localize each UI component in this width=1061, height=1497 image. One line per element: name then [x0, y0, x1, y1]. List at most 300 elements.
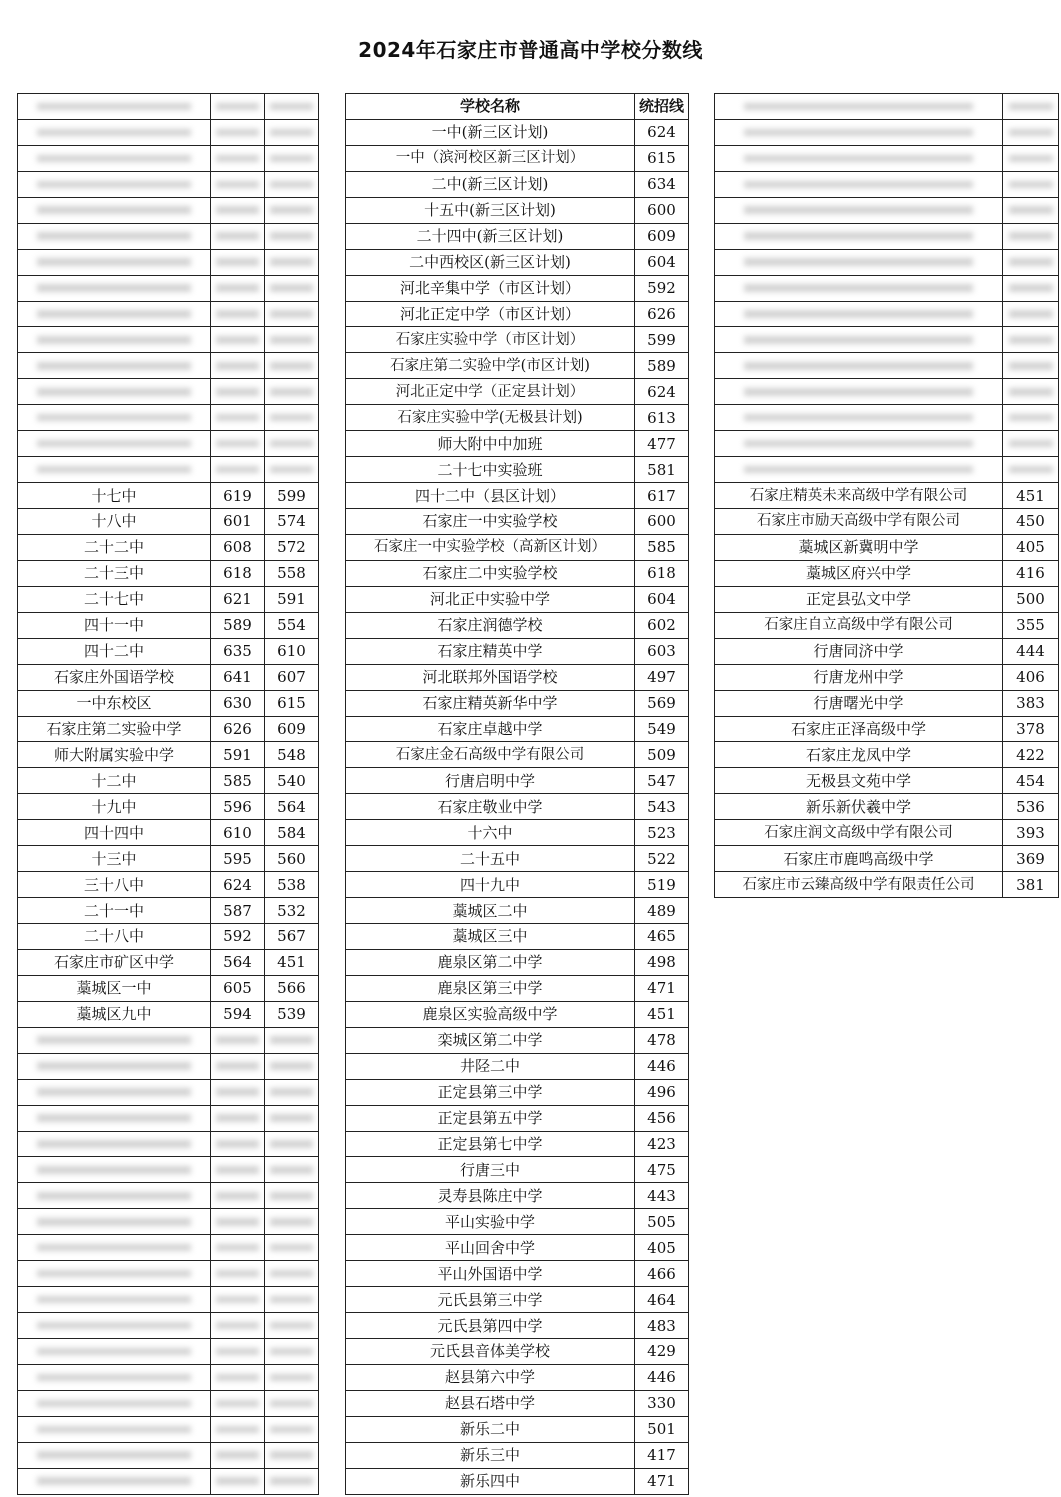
redacted-cell — [211, 1027, 265, 1053]
cutoff-score-cell: 355 — [1003, 612, 1059, 638]
redacted-cell — [211, 171, 265, 197]
redacted-cell — [265, 1364, 319, 1390]
table-row — [715, 690, 1059, 716]
middle-score-table — [345, 93, 689, 1495]
cutoff-score-cell: 603 — [635, 638, 689, 664]
cutoff-score-cell: 464 — [635, 1287, 689, 1313]
school-name-cell: 师大附中中加班 — [346, 431, 635, 457]
school-name-cell: 二十二中 — [18, 534, 211, 560]
school-name-cell: 十八中 — [18, 509, 211, 535]
school-name-cell: 河北联邦外国语学校 — [346, 664, 635, 690]
redacted-row — [18, 1313, 319, 1339]
table-row — [346, 1390, 689, 1416]
redacted-row — [715, 171, 1059, 197]
redacted-cell — [265, 379, 319, 405]
table-row — [346, 1105, 689, 1131]
table-row — [715, 716, 1059, 742]
redacted-cell — [265, 171, 319, 197]
school-name-cell: 十二中 — [18, 768, 211, 794]
redacted-row — [715, 379, 1059, 405]
score-cell: 591 — [211, 742, 265, 768]
redacted-row — [715, 197, 1059, 223]
score-cell: 560 — [265, 846, 319, 872]
table-row — [346, 1209, 689, 1235]
school-name-cell: 石家庄第二实验中学(市区计划) — [346, 353, 635, 379]
redacted-cell — [18, 223, 211, 249]
redacted-row — [18, 1157, 319, 1183]
school-name-cell: 师大附属实验中学 — [18, 742, 211, 768]
score-cell: 585 — [211, 768, 265, 794]
cutoff-score-cell: 489 — [635, 898, 689, 924]
table-row — [346, 534, 689, 560]
score-cell: 558 — [265, 560, 319, 586]
table-row — [346, 794, 689, 820]
table-row — [346, 1235, 689, 1261]
cutoff-score-cell: 523 — [635, 820, 689, 846]
school-name-cell: 新乐三中 — [346, 1442, 635, 1468]
redacted-cell — [18, 249, 211, 275]
table-row — [346, 898, 689, 924]
score-cell: 595 — [211, 846, 265, 872]
school-name-cell: 二十一中 — [18, 898, 211, 924]
cutoff-score-cell: 405 — [635, 1235, 689, 1261]
redacted-row — [18, 1105, 319, 1131]
cutoff-score-cell: 471 — [635, 975, 689, 1001]
cutoff-score-cell: 369 — [1003, 846, 1059, 872]
cutoff-score-cell: 615 — [635, 145, 689, 171]
school-name-cell: 二十三中 — [18, 560, 211, 586]
cutoff-score-cell: 599 — [635, 327, 689, 353]
table-row — [346, 949, 689, 975]
table-row — [346, 457, 689, 483]
cutoff-score-cell: 450 — [1003, 509, 1059, 535]
redacted-row — [18, 431, 319, 457]
score-cell: 635 — [211, 638, 265, 664]
score-cell: 532 — [265, 898, 319, 924]
table-row — [18, 794, 319, 820]
redacted-cell — [18, 1079, 211, 1105]
redacted-row — [715, 405, 1059, 431]
cutoff-score-cell: 522 — [635, 846, 689, 872]
table-row — [346, 638, 689, 664]
table-row — [346, 145, 689, 171]
school-name-cell: 元氏县第四中学 — [346, 1313, 635, 1339]
cutoff-score-cell: 471 — [635, 1468, 689, 1494]
redacted-cell — [715, 353, 1003, 379]
table-row — [18, 638, 319, 664]
cutoff-score-cell: 443 — [635, 1183, 689, 1209]
table-row — [18, 820, 319, 846]
score-cell: 610 — [211, 820, 265, 846]
score-cell: 592 — [211, 924, 265, 950]
school-name-cell: 无极县文苑中学 — [715, 768, 1003, 794]
redacted-cell — [18, 171, 211, 197]
cutoff-score-cell: 465 — [635, 924, 689, 950]
redacted-row — [18, 353, 319, 379]
redacted-row — [715, 223, 1059, 249]
cutoff-score-cell: 543 — [635, 794, 689, 820]
cutoff-score-cell: 589 — [635, 353, 689, 379]
school-name-cell: 四十二中（县区计划） — [346, 483, 635, 509]
table-row — [346, 249, 689, 275]
school-name-cell: 二十七中 — [18, 586, 211, 612]
cutoff-score-cell: 581 — [635, 457, 689, 483]
school-name-cell: 藁城区一中 — [18, 975, 211, 1001]
redacted-cell — [1003, 431, 1059, 457]
score-cell: 596 — [211, 794, 265, 820]
redacted-cell — [211, 353, 265, 379]
school-name-cell: 四十四中 — [18, 820, 211, 846]
redacted-cell — [265, 1235, 319, 1261]
redacted-cell — [1003, 94, 1059, 120]
cutoff-score-cell: 406 — [1003, 664, 1059, 690]
table-row — [346, 742, 689, 768]
score-cell: 540 — [265, 768, 319, 794]
redacted-cell — [211, 327, 265, 353]
cutoff-score-cell: 602 — [635, 612, 689, 638]
redacted-cell — [18, 379, 211, 405]
redacted-cell — [18, 1261, 211, 1287]
redacted-row — [715, 249, 1059, 275]
redacted-cell — [715, 145, 1003, 171]
table-row — [346, 846, 689, 872]
table-row — [18, 898, 319, 924]
redacted-row — [18, 379, 319, 405]
redacted-cell — [715, 119, 1003, 145]
table-row — [715, 846, 1059, 872]
redacted-cell — [18, 1468, 211, 1494]
redacted-row — [715, 145, 1059, 171]
cutoff-score-cell: 422 — [1003, 742, 1059, 768]
redacted-row — [18, 1131, 319, 1157]
cutoff-score-cell: 547 — [635, 768, 689, 794]
redacted-cell — [265, 353, 319, 379]
cutoff-score-cell: 405 — [1003, 534, 1059, 560]
school-name-cell: 二十七中实验班 — [346, 457, 635, 483]
redacted-cell — [265, 1261, 319, 1287]
redacted-cell — [211, 1313, 265, 1339]
redacted-cell — [18, 327, 211, 353]
redacted-cell — [211, 301, 265, 327]
cutoff-score-cell: 626 — [635, 301, 689, 327]
cutoff-score-cell: 444 — [1003, 638, 1059, 664]
score-cell: 618 — [211, 560, 265, 586]
school-name-cell: 四十九中 — [346, 872, 635, 898]
redacted-cell — [715, 275, 1003, 301]
redacted-row — [18, 301, 319, 327]
table-row — [715, 586, 1059, 612]
redacted-row — [18, 1416, 319, 1442]
table-row — [346, 1313, 689, 1339]
redacted-cell — [1003, 379, 1059, 405]
school-name-cell: 十六中 — [346, 820, 635, 846]
redacted-row — [18, 1364, 319, 1390]
score-cell: 554 — [265, 612, 319, 638]
school-name-cell: 石家庄卓越中学 — [346, 716, 635, 742]
redacted-cell — [211, 1364, 265, 1390]
school-name-cell: 四十二中 — [18, 638, 211, 664]
school-name-cell: 石家庄第二实验中学 — [18, 716, 211, 742]
school-name-cell: 藁城区新冀明中学 — [715, 534, 1003, 560]
school-name-cell: 新乐新伏羲中学 — [715, 794, 1003, 820]
redacted-cell — [211, 379, 265, 405]
cutoff-score-cell: 536 — [1003, 794, 1059, 820]
school-name-cell: 鹿泉区实验高级中学 — [346, 1001, 635, 1027]
table-row — [18, 1001, 319, 1027]
school-name-cell: 石家庄正泽高级中学 — [715, 716, 1003, 742]
school-name-cell: 平山回舍中学 — [346, 1235, 635, 1261]
redacted-cell — [265, 197, 319, 223]
redacted-cell — [265, 1442, 319, 1468]
redacted-cell — [18, 1105, 211, 1131]
cutoff-score-cell: 600 — [635, 197, 689, 223]
redacted-row — [18, 1053, 319, 1079]
cutoff-score-cell: 498 — [635, 949, 689, 975]
table-row — [346, 690, 689, 716]
table-row — [346, 405, 689, 431]
redacted-row — [715, 94, 1059, 120]
table-row — [346, 1287, 689, 1313]
redacted-cell — [715, 405, 1003, 431]
redacted-row — [18, 1390, 319, 1416]
table-row — [346, 379, 689, 405]
redacted-row — [18, 94, 319, 120]
cutoff-score-cell: 618 — [635, 560, 689, 586]
redacted-cell — [18, 457, 211, 483]
table-row — [346, 1079, 689, 1105]
table-row — [18, 664, 319, 690]
school-name-cell: 石家庄市云臻高级中学有限责任公司 — [715, 872, 1003, 898]
redacted-cell — [211, 1287, 265, 1313]
table-row — [346, 560, 689, 586]
cutoff-score-cell: 509 — [635, 742, 689, 768]
table-row — [715, 742, 1059, 768]
redacted-cell — [211, 431, 265, 457]
cutoff-score-cell: 519 — [635, 872, 689, 898]
redacted-cell — [265, 1079, 319, 1105]
score-cell: 610 — [265, 638, 319, 664]
table-row — [346, 353, 689, 379]
school-name-cell: 藁城区三中 — [346, 924, 635, 950]
school-name-cell: 正定县第三中学 — [346, 1079, 635, 1105]
table-row — [346, 197, 689, 223]
redacted-cell — [265, 327, 319, 353]
cutoff-score-cell: 446 — [635, 1053, 689, 1079]
redacted-cell — [18, 431, 211, 457]
table-row — [715, 534, 1059, 560]
table-row — [715, 872, 1059, 898]
cutoff-score-cell: 604 — [635, 249, 689, 275]
table-row — [346, 975, 689, 1001]
redacted-row — [715, 327, 1059, 353]
school-name-cell: 河北正定中学（正定县计划） — [346, 379, 635, 405]
school-name-cell: 平山实验中学 — [346, 1209, 635, 1235]
school-name-cell: 石家庄润文高级中学有限公司 — [715, 820, 1003, 846]
cutoff-score-cell: 378 — [1003, 716, 1059, 742]
redacted-cell — [265, 405, 319, 431]
redacted-cell — [265, 275, 319, 301]
cutoff-score-cell: 446 — [635, 1364, 689, 1390]
redacted-row — [715, 301, 1059, 327]
redacted-cell — [18, 1235, 211, 1261]
redacted-cell — [265, 94, 319, 120]
cutoff-score-cell: 609 — [635, 223, 689, 249]
school-name-cell: 石家庄龙凤中学 — [715, 742, 1003, 768]
cutoff-score-cell: 496 — [635, 1079, 689, 1105]
table-row — [346, 664, 689, 690]
table-row — [346, 1364, 689, 1390]
table-row — [18, 949, 319, 975]
redacted-cell — [18, 301, 211, 327]
redacted-cell — [18, 145, 211, 171]
redacted-cell — [211, 1339, 265, 1365]
table-row — [346, 1053, 689, 1079]
school-name-cell: 石家庄外国语学校 — [18, 664, 211, 690]
school-name-cell: 十七中 — [18, 483, 211, 509]
redacted-cell — [715, 301, 1003, 327]
redacted-cell — [211, 1079, 265, 1105]
table-row — [18, 872, 319, 898]
redacted-cell — [715, 431, 1003, 457]
school-name-cell: 石家庄精英未来高级中学有限公司 — [715, 483, 1003, 509]
redacted-cell — [265, 119, 319, 145]
redacted-row — [18, 1287, 319, 1313]
school-name-cell: 行唐曙光中学 — [715, 690, 1003, 716]
redacted-cell — [18, 1339, 211, 1365]
score-cell: 589 — [211, 612, 265, 638]
right-score-table — [714, 93, 1059, 898]
redacted-row — [715, 353, 1059, 379]
redacted-row — [715, 431, 1059, 457]
school-name-cell: 石家庄润德学校 — [346, 612, 635, 638]
redacted-cell — [265, 223, 319, 249]
redacted-cell — [211, 94, 265, 120]
cutoff-score-cell: 451 — [1003, 483, 1059, 509]
table-row — [346, 1442, 689, 1468]
table-row — [346, 1183, 689, 1209]
score-cell: 630 — [211, 690, 265, 716]
redacted-cell — [265, 301, 319, 327]
redacted-cell — [18, 197, 211, 223]
school-name-cell: 二十八中 — [18, 924, 211, 950]
table-row — [346, 1468, 689, 1494]
table-row — [18, 690, 319, 716]
cutoff-score-cell: 477 — [635, 431, 689, 457]
school-name-cell: 三十八中 — [18, 872, 211, 898]
redacted-row — [18, 1442, 319, 1468]
table-row — [346, 612, 689, 638]
score-cell: 608 — [211, 534, 265, 560]
redacted-cell — [211, 1261, 265, 1287]
redacted-row — [18, 223, 319, 249]
table-header-row — [346, 94, 689, 120]
cutoff-score-cell: 383 — [1003, 690, 1059, 716]
table-row — [18, 509, 319, 535]
redacted-cell — [265, 1027, 319, 1053]
score-cell: 538 — [265, 872, 319, 898]
school-name-cell: 鹿泉区第三中学 — [346, 975, 635, 1001]
redacted-cell — [1003, 457, 1059, 483]
redacted-row — [715, 457, 1059, 483]
table-row — [346, 1001, 689, 1027]
school-name-cell: 十三中 — [18, 846, 211, 872]
table-row — [346, 1157, 689, 1183]
score-cell: 605 — [211, 975, 265, 1001]
cutoff-score-cell: 604 — [635, 586, 689, 612]
table-row — [18, 612, 319, 638]
cutoff-score-cell: 500 — [1003, 586, 1059, 612]
redacted-cell — [18, 275, 211, 301]
school-name-cell: 石家庄自立高级中学有限公司 — [715, 612, 1003, 638]
cutoff-score-cell: 634 — [635, 171, 689, 197]
score-cell: 564 — [265, 794, 319, 820]
redacted-cell — [715, 223, 1003, 249]
redacted-cell — [1003, 145, 1059, 171]
table-row — [715, 483, 1059, 509]
cutoff-score-cell: 478 — [635, 1027, 689, 1053]
redacted-cell — [211, 1105, 265, 1131]
school-name-cell: 鹿泉区第二中学 — [346, 949, 635, 975]
school-name-cell: 一中（滨河校区新三区计划） — [346, 145, 635, 171]
redacted-cell — [211, 457, 265, 483]
redacted-cell — [1003, 223, 1059, 249]
cutoff-score-cell: 454 — [1003, 768, 1059, 794]
school-name-cell: 行唐龙州中学 — [715, 664, 1003, 690]
redacted-cell — [18, 1364, 211, 1390]
table-row — [346, 768, 689, 794]
table-row — [346, 275, 689, 301]
cutoff-score-header: 统招线 — [635, 94, 689, 120]
table-row — [346, 483, 689, 509]
redacted-row — [18, 119, 319, 145]
school-name-cell: 河北辛集中学（市区计划） — [346, 275, 635, 301]
redacted-cell — [18, 1183, 211, 1209]
redacted-cell — [18, 1053, 211, 1079]
table-row — [346, 586, 689, 612]
score-cell: 587 — [211, 898, 265, 924]
cutoff-score-cell: 466 — [635, 1261, 689, 1287]
cutoff-score-cell: 475 — [635, 1157, 689, 1183]
school-name-cell: 石家庄实验中学（市区计划） — [346, 327, 635, 353]
school-name-cell: 新乐四中 — [346, 1468, 635, 1494]
cutoff-score-cell: 613 — [635, 405, 689, 431]
redacted-row — [18, 457, 319, 483]
table-row — [346, 431, 689, 457]
table-row — [715, 768, 1059, 794]
score-cell: 594 — [211, 1001, 265, 1027]
school-name-cell: 正定县弘文中学 — [715, 586, 1003, 612]
school-name-cell: 藁城区九中 — [18, 1001, 211, 1027]
redacted-cell — [18, 94, 211, 120]
redacted-cell — [265, 1053, 319, 1079]
redacted-row — [18, 1468, 319, 1494]
table-row — [346, 1131, 689, 1157]
redacted-row — [18, 197, 319, 223]
redacted-row — [18, 1183, 319, 1209]
cutoff-score-cell: 423 — [635, 1131, 689, 1157]
table-row — [715, 664, 1059, 690]
school-name-cell: 二中(新三区计划) — [346, 171, 635, 197]
left-score-table — [17, 93, 319, 1495]
table-row — [715, 612, 1059, 638]
cutoff-score-cell: 393 — [1003, 820, 1059, 846]
redacted-cell — [1003, 327, 1059, 353]
redacted-row — [715, 275, 1059, 301]
score-cell: 548 — [265, 742, 319, 768]
redacted-cell — [18, 1313, 211, 1339]
redacted-cell — [1003, 119, 1059, 145]
redacted-cell — [715, 457, 1003, 483]
